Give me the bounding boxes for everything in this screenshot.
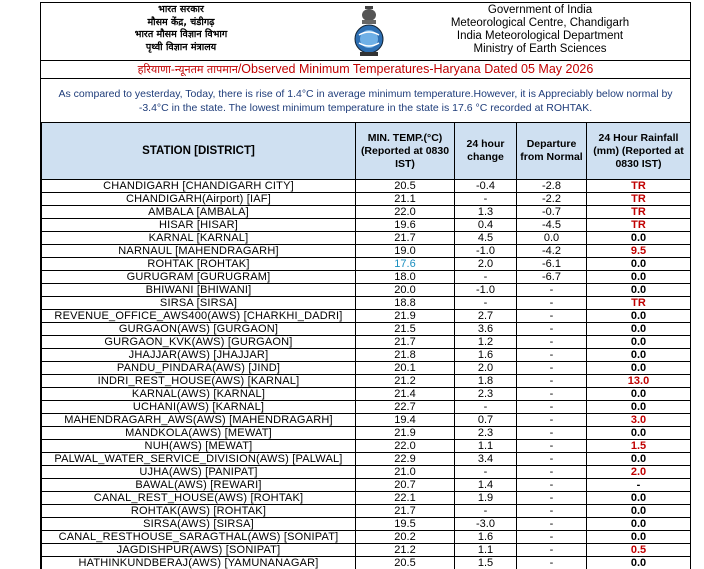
cell-change: - (455, 401, 517, 414)
table-row (42, 310, 691, 323)
cell-min-temp: 22.9 (356, 453, 455, 466)
table-row (42, 427, 691, 440)
table-row (42, 479, 691, 492)
cell-rainfall: 0.0 (587, 427, 691, 440)
cell-station: KARNAL(AWS) [KARNAL] (42, 388, 356, 401)
cell-min-temp: 21.4 (356, 388, 455, 401)
report-header (41, 2, 690, 60)
cell-station: BHIWANI [BHIWANI] (42, 284, 356, 297)
cell-change: 1.6 (455, 531, 517, 544)
cell-station: NARNAUL [MAHENDRAGARH] (42, 245, 356, 258)
cell-change: 2.0 (455, 258, 517, 271)
cell-change: 2.3 (455, 388, 517, 401)
cell-min-temp: 20.7 (356, 479, 455, 492)
cell-min-temp: 22.0 (356, 440, 455, 453)
cell-station: INDRI_REST_HOUSE(AWS) [KARNAL] (42, 375, 356, 388)
cell-min-temp: 19.5 (356, 518, 455, 531)
cell-station: UJHA(AWS) [PANIPAT] (42, 466, 356, 479)
cell-departure: - (517, 518, 587, 531)
cell-min-temp: 18.8 (356, 297, 455, 310)
cell-change: 1.4 (455, 479, 517, 492)
cell-min-temp: 21.7 (356, 336, 455, 349)
table-row (42, 362, 691, 375)
col-header-min-temp: MIN. TEMP.(°C) (Reported at 0830 IST) (356, 123, 455, 180)
cell-station: ROHTAK(AWS) [ROHTAK] (42, 505, 356, 518)
cell-min-temp: 20.1 (356, 362, 455, 375)
cell-min-temp: 21.0 (356, 466, 455, 479)
imd-emblem-icon (349, 5, 389, 57)
table-row (42, 323, 691, 336)
cell-rainfall: 0.0 (587, 362, 691, 375)
cell-min-temp: 21.5 (356, 323, 455, 336)
cell-departure: - (517, 323, 587, 336)
cell-min-temp: 19.6 (356, 219, 455, 232)
cell-change: 3.4 (455, 453, 517, 466)
cell-station: CHANDIGARH(Airport) [IAF] (42, 193, 356, 206)
col-header-rainfall: 24 Hour Rainfall (mm) (Reported at 0830 IST) (587, 123, 691, 180)
table-row (42, 180, 691, 193)
table-row (42, 401, 691, 414)
cell-rainfall: TR (587, 206, 691, 219)
cell-min-temp: 21.8 (356, 349, 455, 362)
table-row (42, 375, 691, 388)
col-header-departure: Departure from Normal (517, 123, 587, 180)
cell-station: HISAR [HISAR] (42, 219, 356, 232)
cell-min-temp: 19.0 (356, 245, 455, 258)
cell-departure: -6.7 (517, 271, 587, 284)
cell-change: 1.1 (455, 544, 517, 557)
cell-change: 2.7 (455, 310, 517, 323)
english-line: Ministry of Earth Sciences (473, 43, 607, 55)
table-row (42, 349, 691, 362)
cell-departure: - (517, 544, 587, 557)
cell-rainfall: 0.0 (587, 232, 691, 245)
cell-departure: - (517, 401, 587, 414)
table-row (42, 505, 691, 518)
col-header-station: STATION [DISTRICT] (42, 123, 356, 180)
cell-departure: - (517, 375, 587, 388)
cell-station: CHANDIGARH [CHANDIGARH CITY] (42, 180, 356, 193)
cell-change: -1.0 (455, 245, 517, 258)
cell-station: AMBALA [AMBALA] (42, 206, 356, 219)
cell-departure: -2.2 (517, 193, 587, 206)
col-header-change: 24 hour change (455, 123, 517, 180)
cell-rainfall: 0.0 (587, 531, 691, 544)
table-row (42, 518, 691, 531)
cell-station: REVENUE_OFFICE_AWS400(AWS) [CHARKHI_DADRI] (42, 310, 356, 323)
cell-departure: - (517, 505, 587, 518)
cell-rainfall: 0.0 (587, 284, 691, 297)
cell-station: MAHENDRAGARH_AWS(AWS) [MAHENDRAGARH] (42, 414, 356, 427)
cell-min-temp: 21.9 (356, 427, 455, 440)
cell-station: GURGAON_KVK(AWS) [GURGAON] (42, 336, 356, 349)
cell-station: PANDU_PINDARA(AWS) [JIND] (42, 362, 356, 375)
cell-change: 1.9 (455, 492, 517, 505)
cell-min-temp: 18.0 (356, 271, 455, 284)
cell-departure: - (517, 453, 587, 466)
cell-rainfall: 3.0 (587, 414, 691, 427)
cell-station: JHAJJAR(AWS) [JHAJJAR] (42, 349, 356, 362)
cell-min-temp: 21.1 (356, 193, 455, 206)
table-row (42, 336, 691, 349)
hindi-header (41, 3, 321, 54)
cell-departure: -4.2 (517, 245, 587, 258)
cell-departure: - (517, 492, 587, 505)
table-row (42, 466, 691, 479)
cell-min-temp: 20.0 (356, 284, 455, 297)
cell-departure: -4.5 (517, 219, 587, 232)
summary-text: As compared to yesterday, Today, there is rise of 1.4°C in average minimum temperature.However, it is Appreciably below normal by -3.4°C in the state. The lowest minimum temperature in the state is 17.6 °C recorded at ROHTAK. (58, 88, 673, 114)
cell-min-temp: 21.2 (356, 375, 455, 388)
hindi-line: पृथ्वी विज्ञान मंत्रालय (145, 41, 217, 53)
cell-change: 1.3 (455, 206, 517, 219)
cell-station: ROHTAK [ROHTAK] (42, 258, 356, 271)
cell-rainfall: TR (587, 219, 691, 232)
cell-rainfall: 0.0 (587, 310, 691, 323)
cell-rainfall: TR (587, 297, 691, 310)
cell-change: 1.1 (455, 440, 517, 453)
cell-rainfall: 0.0 (587, 505, 691, 518)
cell-min-temp: 19.4 (356, 414, 455, 427)
cell-min-temp: 22.1 (356, 492, 455, 505)
cell-min-temp: 20.5 (356, 180, 455, 193)
table-row (42, 284, 691, 297)
cell-change: - (455, 193, 517, 206)
cell-station: CANAL_RESTHOUSE_SARAGTHAL(AWS) [SONIPAT] (42, 531, 356, 544)
table-row (42, 271, 691, 284)
cell-rainfall: TR (587, 193, 691, 206)
table-row (42, 219, 691, 232)
cell-min-temp: 21.7 (356, 232, 455, 245)
cell-rainfall: 0.0 (587, 453, 691, 466)
cell-departure: - (517, 310, 587, 323)
cell-station: SIRSA [SIRSA] (42, 297, 356, 310)
cell-departure: - (517, 297, 587, 310)
cell-departure: - (517, 557, 587, 569)
table-row (42, 258, 691, 271)
report-sheet (40, 2, 691, 569)
cell-change: -1.0 (455, 284, 517, 297)
cell-station: GURGAON(AWS) [GURGAON] (42, 323, 356, 336)
cell-change: 1.8 (455, 375, 517, 388)
cell-rainfall: - (587, 479, 691, 492)
cell-min-temp: 22.7 (356, 401, 455, 414)
cell-min-temp: 21.7 (356, 505, 455, 518)
cell-departure: - (517, 284, 587, 297)
cell-change: 1.2 (455, 336, 517, 349)
cell-min-temp: 21.2 (356, 544, 455, 557)
cell-rainfall: 1.5 (587, 440, 691, 453)
english-header (390, 3, 690, 56)
cell-rainfall: 0.0 (587, 492, 691, 505)
cell-change: - (455, 466, 517, 479)
cell-departure: - (517, 531, 587, 544)
cell-station: KARNAL [KARNAL] (42, 232, 356, 245)
cell-departure: - (517, 479, 587, 492)
table-row (42, 492, 691, 505)
cell-departure: -6.1 (517, 258, 587, 271)
hindi-line: मौसम केंद्र, चंडीगढ़ (147, 16, 215, 28)
cell-departure: 0.0 (517, 232, 587, 245)
cell-departure: - (517, 440, 587, 453)
cell-departure: - (517, 388, 587, 401)
table-row (42, 544, 691, 557)
table-row (42, 232, 691, 245)
cell-station: CANAL_REST_HOUSE(AWS) [ROHTAK] (42, 492, 356, 505)
english-line: Government of India (487, 4, 593, 16)
cell-station: JAGDISHPUR(AWS) [SONIPAT] (42, 544, 356, 557)
cell-rainfall: 0.0 (587, 518, 691, 531)
cell-change: 0.7 (455, 414, 517, 427)
cell-change: 2.3 (455, 427, 517, 440)
table-body (42, 180, 691, 569)
cell-departure: -2.8 (517, 180, 587, 193)
table-row (42, 297, 691, 310)
cell-departure: - (517, 414, 587, 427)
report-title (41, 60, 690, 79)
cell-station: MANDKOLA(AWS) [MEWAT] (42, 427, 356, 440)
cell-station: PALWAL_WATER_SERVICE_DIVISION(AWS) [PALWAL] (42, 453, 356, 466)
title-hindi: हरियाणा-न्यूनतम तापमान (137, 63, 238, 76)
cell-rainfall: 0.0 (587, 271, 691, 284)
english-line: India Meteorological Department (456, 30, 624, 42)
cell-departure: - (517, 427, 587, 440)
cell-station: UCHANI(AWS) [KARNAL] (42, 401, 356, 414)
cell-change: 1.6 (455, 349, 517, 362)
temperature-table (41, 122, 691, 569)
table-row (42, 453, 691, 466)
cell-change: - (455, 271, 517, 284)
cell-rainfall: TR (587, 180, 691, 193)
cell-departure: - (517, 362, 587, 375)
hindi-line: भारत मौसम विज्ञान विभाग (134, 29, 228, 40)
cell-change: 4.5 (455, 232, 517, 245)
cell-change: -0.4 (455, 180, 517, 193)
cell-station: SIRSA(AWS) [SIRSA] (42, 518, 356, 531)
table-row (42, 245, 691, 258)
cell-rainfall: 0.0 (587, 349, 691, 362)
cell-change: 1.5 (455, 557, 517, 569)
cell-change: -3.0 (455, 518, 517, 531)
hindi-line: भारत सरकार (158, 4, 204, 15)
cell-departure: - (517, 349, 587, 362)
table-row (42, 440, 691, 453)
cell-rainfall: 0.0 (587, 336, 691, 349)
cell-change: - (455, 297, 517, 310)
cell-change: 3.6 (455, 323, 517, 336)
cell-station: GURUGRAM [GURUGRAM] (42, 271, 356, 284)
table-row (42, 193, 691, 206)
cell-change: 0.4 (455, 219, 517, 232)
table-row (42, 531, 691, 544)
table-row (42, 206, 691, 219)
cell-min-temp: 22.0 (356, 206, 455, 219)
cell-departure: - (517, 336, 587, 349)
table-row (42, 388, 691, 401)
cell-departure: -0.7 (517, 206, 587, 219)
cell-station: NUH(AWS) [MEWAT] (42, 440, 356, 453)
cell-min-temp: 21.9 (356, 310, 455, 323)
cell-station: HATHINKUNDBERAJ(AWS) [YAMUNANAGAR] (42, 557, 356, 569)
cell-rainfall: 0.0 (587, 323, 691, 336)
cell-departure: - (517, 466, 587, 479)
cell-station: BAWAL(AWS) [REWARI] (42, 479, 356, 492)
table-row (42, 557, 691, 569)
cell-rainfall: 0.0 (587, 557, 691, 569)
table-row (42, 414, 691, 427)
cell-rainfall: 13.0 (587, 375, 691, 388)
cell-change: - (455, 505, 517, 518)
cell-min-temp: 17.6 (356, 258, 455, 271)
cell-rainfall: 0.0 (587, 388, 691, 401)
cell-rainfall: 9.5 (587, 245, 691, 258)
cell-rainfall: 0.0 (587, 401, 691, 414)
cell-min-temp: 20.2 (356, 531, 455, 544)
cell-change: 2.0 (455, 362, 517, 375)
cell-rainfall: 0.0 (587, 258, 691, 271)
english-line: Meteorological Centre, Chandigarh (450, 17, 630, 29)
cell-rainfall: 2.0 (587, 466, 691, 479)
cell-min-temp: 20.5 (356, 557, 455, 569)
cell-rainfall: 0.5 (587, 544, 691, 557)
table-header-row (42, 123, 691, 180)
title-english: /Observed Minimum Temperatures-Haryana Dated 05 May 2026 (237, 62, 594, 76)
